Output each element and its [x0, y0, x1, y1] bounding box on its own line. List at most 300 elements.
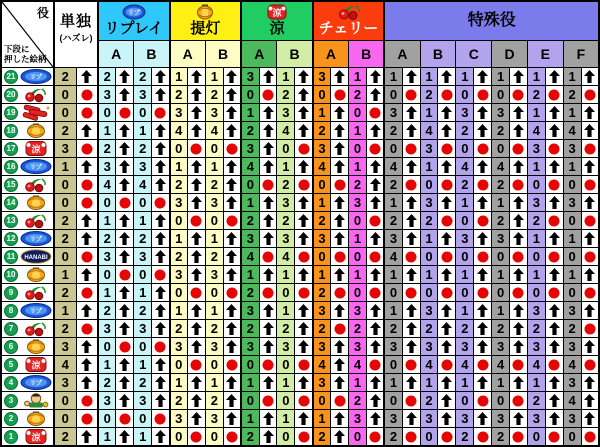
subcolumn-header-replay-B: B [134, 41, 170, 68]
cell-value-chochin-A: 2 [170, 248, 188, 266]
stop-dot-icon [402, 86, 420, 104]
row-symbol-cell [1, 302, 54, 320]
table-head [1, 1, 599, 68]
stop-dot-icon [223, 356, 241, 374]
up-arrow-icon [76, 230, 98, 248]
up-arrow-icon [545, 302, 563, 320]
cell-value-replay-A: 2 [98, 302, 116, 320]
subcolumn-header-tokushu-C: C [456, 41, 492, 68]
cell-value-replay-B: 2 [134, 230, 152, 248]
stop-dot-icon [438, 428, 456, 447]
up-arrow-icon [545, 68, 563, 86]
corner-cell [1, 1, 54, 68]
cell-value-replay-B: 0 [134, 410, 152, 428]
up-arrow-icon [152, 140, 170, 158]
cell-value-chochin-B: 3 [205, 104, 223, 122]
cell-value-chochin-B: 1 [205, 68, 223, 86]
up-arrow-icon [438, 410, 456, 428]
up-arrow-icon [223, 338, 241, 356]
stop-dot-icon [474, 86, 492, 104]
up-arrow-icon [331, 122, 349, 140]
cell-value-cherry-A: 3 [313, 140, 331, 158]
cell-value-cherry-B: 0 [349, 248, 367, 266]
cell-value-tokushu-D: 0 [492, 284, 510, 302]
ryo-symbol [20, 429, 52, 444]
cell-value-cherry-B: 0 [349, 428, 367, 447]
replay-symbol [20, 159, 52, 174]
lantern-icon [171, 4, 241, 21]
cell-value-tokushu-F: 1 [563, 68, 581, 86]
row-number-badge: 13 [4, 214, 18, 228]
cell-value-ryo-A: 4 [241, 158, 259, 176]
cell-value-chochin-A: 1 [170, 230, 188, 248]
cell-value-chochin-B: 2 [205, 320, 223, 338]
stop-dot-icon [76, 194, 98, 212]
svg-text:リプ: リプ [29, 75, 43, 81]
cell-value-tokushu-E: 2 [527, 212, 545, 230]
cell-value-ryo-B: 3 [277, 338, 295, 356]
up-arrow-icon [581, 104, 599, 122]
up-arrow-icon [76, 338, 98, 356]
stop-dot-icon [581, 176, 599, 194]
donchan-symbol [20, 393, 52, 408]
cell-value-tokushu-A: 4 [384, 158, 402, 176]
cell-value-ryo-A: 1 [241, 374, 259, 392]
cell-value-cherry-A: 2 [313, 212, 331, 230]
row-number-badge: 3 [4, 394, 18, 408]
corner-label-pressed-symbol: 下段に 押した絵柄 [4, 44, 47, 65]
up-arrow-icon [295, 212, 313, 230]
cell-value-chochin-B: 3 [205, 338, 223, 356]
cell-value-tokushu-C: 2 [456, 176, 474, 194]
up-arrow-icon [76, 356, 98, 374]
cell-value-tokushu-B: 4 [420, 122, 438, 140]
up-arrow-icon [152, 158, 170, 176]
stop-dot-icon [474, 428, 492, 447]
cell-value-replay-A: 3 [98, 248, 116, 266]
up-arrow-icon [581, 68, 599, 86]
up-arrow-icon [187, 248, 205, 266]
stop-dot-icon [438, 212, 456, 230]
cell-value-chochin-A: 0 [170, 212, 188, 230]
row-number-badge: 4 [4, 376, 18, 390]
stop-dot-icon [259, 356, 277, 374]
cell-value-ryo-B: 1 [277, 266, 295, 284]
stop-dot-icon [152, 410, 170, 428]
subcolumn-header-tokushu-B: B [420, 41, 456, 68]
cell-value-tokushu-C: 2 [456, 122, 474, 140]
cell-value-cherry-B: 2 [349, 86, 367, 104]
cell-value-chochin-A: 4 [170, 122, 188, 140]
cell-value-ryo-A: 1 [241, 410, 259, 428]
cell-value-tandoku: 4 [54, 356, 76, 374]
cell-value-tokushu-A: 1 [384, 302, 402, 320]
stop-dot-icon [259, 284, 277, 302]
up-arrow-icon [331, 356, 349, 374]
stop-dot-icon [366, 104, 384, 122]
stop-dot-icon [331, 86, 349, 104]
cell-value-tokushu-D: 0 [492, 392, 510, 410]
up-arrow-icon [510, 122, 528, 140]
stop-dot-icon [581, 428, 599, 447]
up-arrow-icon [402, 230, 420, 248]
cell-value-tokushu-D: 1 [492, 68, 510, 86]
table-row [1, 104, 599, 122]
cell-value-ryo-B: 1 [277, 302, 295, 320]
cell-value-chochin-A: 1 [170, 68, 188, 86]
up-arrow-icon [331, 158, 349, 176]
cell-value-chochin-A: 2 [170, 320, 188, 338]
cell-value-chochin-A: 3 [170, 410, 188, 428]
cell-value-tokushu-A: 3 [384, 338, 402, 356]
up-arrow-icon [152, 374, 170, 392]
cell-value-cherry-A: 1 [313, 266, 331, 284]
cell-value-tokushu-B: 2 [420, 212, 438, 230]
table-row [1, 392, 599, 410]
cell-value-tokushu-E: 2 [527, 392, 545, 410]
row-number-badge: 5 [4, 358, 18, 372]
up-arrow-icon [402, 212, 420, 230]
cell-value-tokushu-D: 1 [492, 374, 510, 392]
stop-dot-icon [438, 356, 456, 374]
cell-value-cherry-B: 1 [349, 158, 367, 176]
up-arrow-icon [474, 230, 492, 248]
cell-value-tokushu-D: 2 [492, 320, 510, 338]
cell-value-cherry-B: 1 [349, 122, 367, 140]
up-arrow-icon [366, 86, 384, 104]
cell-value-tandoku: 3 [54, 140, 76, 158]
cell-value-tokushu-E: 0 [527, 176, 545, 194]
up-arrow-icon [331, 68, 349, 86]
cell-value-replay-A: 0 [98, 338, 116, 356]
stop-dot-icon [402, 176, 420, 194]
cell-value-ryo-B: 1 [277, 410, 295, 428]
up-arrow-icon [581, 266, 599, 284]
cell-value-ryo-A: 3 [241, 302, 259, 320]
lantern-symbol [20, 411, 52, 426]
cell-value-tokushu-D: 2 [492, 428, 510, 447]
up-arrow-icon [223, 302, 241, 320]
column-group-replay: リプ リプレイ [98, 1, 170, 41]
stop-dot-icon [581, 284, 599, 302]
up-arrow-icon [331, 302, 349, 320]
subcolumn-header-ryo-B: B [277, 41, 313, 68]
cell-value-tokushu-E: 4 [527, 356, 545, 374]
stop-dot-icon [331, 176, 349, 194]
cell-value-replay-A: 1 [98, 212, 116, 230]
cell-value-tokushu-D: 2 [492, 176, 510, 194]
up-arrow-icon [366, 158, 384, 176]
cell-value-tokushu-A: 3 [384, 410, 402, 428]
up-arrow-icon [152, 302, 170, 320]
cell-value-replay-B: 3 [134, 248, 152, 266]
cell-value-ryo-B: 3 [277, 230, 295, 248]
replay-icon [99, 4, 169, 21]
up-arrow-icon [474, 104, 492, 122]
table-row [1, 374, 599, 392]
up-arrow-icon [366, 302, 384, 320]
cell-value-tokushu-C: 0 [456, 140, 474, 158]
cell-value-tokushu-E: 0 [527, 284, 545, 302]
cherry-symbol [20, 285, 52, 300]
cell-value-replay-B: 3 [134, 158, 152, 176]
cell-value-chochin-B: 0 [205, 356, 223, 374]
stop-dot-icon [259, 86, 277, 104]
stop-dot-icon [152, 194, 170, 212]
cell-value-cherry-A: 2 [313, 284, 331, 302]
cell-value-tokushu-C: 2 [456, 428, 474, 447]
up-arrow-icon [331, 212, 349, 230]
up-arrow-icon [259, 158, 277, 176]
stop-dot-icon [510, 392, 528, 410]
up-arrow-icon [581, 230, 599, 248]
up-arrow-icon [116, 248, 134, 266]
row-symbol-cell [1, 230, 54, 248]
cell-value-cherry-A: 0 [313, 176, 331, 194]
cell-value-tokushu-A: 3 [384, 104, 402, 122]
cell-value-tandoku: 1 [54, 266, 76, 284]
cell-value-tokushu-C: 3 [456, 104, 474, 122]
up-arrow-icon [438, 194, 456, 212]
row-symbol-cell [1, 428, 54, 447]
up-arrow-icon [474, 302, 492, 320]
stop-dot-icon [152, 104, 170, 122]
cell-value-cherry-B: 0 [349, 104, 367, 122]
cell-value-tokushu-E: 1 [527, 230, 545, 248]
stop-dot-icon [76, 410, 98, 428]
up-arrow-icon [474, 266, 492, 284]
stop-dot-icon [581, 248, 599, 266]
up-arrow-icon [187, 320, 205, 338]
up-arrow-icon [545, 374, 563, 392]
cell-value-replay-A: 0 [98, 194, 116, 212]
stop-dot-icon [438, 140, 456, 158]
cell-value-cherry-B: 4 [349, 356, 367, 374]
stop-dot-icon [331, 392, 349, 410]
cell-value-tokushu-F: 2 [563, 86, 581, 104]
cell-value-tandoku: 0 [54, 176, 76, 194]
cherry-symbol [20, 87, 52, 102]
cell-value-replay-B: 0 [134, 266, 152, 284]
cell-value-ryo-A: 0 [241, 392, 259, 410]
cell-value-ryo-B: 4 [277, 248, 295, 266]
cell-value-tokushu-B: 0 [420, 284, 438, 302]
up-arrow-icon [438, 266, 456, 284]
cell-value-cherry-A: 3 [313, 230, 331, 248]
up-arrow-icon [152, 392, 170, 410]
cell-value-tandoku: 0 [54, 86, 76, 104]
stop-dot-icon [581, 140, 599, 158]
row-number-badge: 16 [4, 160, 18, 174]
stop-dot-icon [295, 428, 313, 447]
cell-value-ryo-B: 3 [277, 104, 295, 122]
stop-dot-icon [474, 212, 492, 230]
stop-dot-icon [116, 338, 134, 356]
row-symbol-cell [1, 392, 54, 410]
cell-value-tandoku: 2 [54, 284, 76, 302]
up-arrow-icon [331, 266, 349, 284]
cell-value-tokushu-A: 2 [384, 320, 402, 338]
cell-value-ryo-B: 1 [277, 68, 295, 86]
cell-value-tokushu-A: 0 [384, 356, 402, 374]
up-arrow-icon [581, 302, 599, 320]
cell-value-cherry-B: 2 [349, 392, 367, 410]
up-arrow-icon [116, 320, 134, 338]
row-symbol-cell [1, 248, 54, 266]
cell-value-replay-A: 0 [98, 104, 116, 122]
cell-value-tandoku: 2 [54, 68, 76, 86]
up-arrow-icon [366, 374, 384, 392]
cell-value-replay-B: 3 [134, 392, 152, 410]
cell-value-tokushu-E: 1 [527, 104, 545, 122]
stop-dot-icon [510, 248, 528, 266]
row-number-badge: 21 [4, 70, 18, 84]
cell-value-chochin-B: 3 [205, 194, 223, 212]
stop-dot-icon [295, 176, 313, 194]
up-arrow-icon [76, 122, 98, 140]
cell-value-tokushu-F: 3 [563, 302, 581, 320]
table-row [1, 158, 599, 176]
cell-value-tokushu-F: 4 [563, 392, 581, 410]
up-arrow-icon [581, 410, 599, 428]
table-row [1, 410, 599, 428]
up-arrow-icon [510, 410, 528, 428]
ryo-symbol [20, 141, 52, 156]
cell-value-tokushu-C: 0 [456, 248, 474, 266]
up-arrow-icon [545, 194, 563, 212]
up-arrow-icon [223, 122, 241, 140]
cell-value-ryo-B: 2 [277, 212, 295, 230]
cell-value-chochin-A: 3 [170, 266, 188, 284]
stop-dot-icon [545, 428, 563, 447]
up-arrow-icon [223, 230, 241, 248]
up-arrow-icon [76, 302, 98, 320]
up-arrow-icon [223, 68, 241, 86]
cell-value-tokushu-C: 0 [456, 212, 474, 230]
cell-value-ryo-A: 1 [241, 194, 259, 212]
cell-value-tandoku: 0 [54, 392, 76, 410]
cell-value-tokushu-B: 0 [420, 176, 438, 194]
up-arrow-icon [438, 302, 456, 320]
up-arrow-icon [76, 266, 98, 284]
up-arrow-icon [438, 230, 456, 248]
row-number-badge: 8 [4, 304, 18, 318]
row-symbol-cell [1, 410, 54, 428]
svg-text:HANABI: HANABI [24, 255, 48, 261]
cell-value-tokushu-F: 1 [563, 104, 581, 122]
table-body [1, 68, 599, 447]
cell-value-chochin-B: 2 [205, 392, 223, 410]
cell-value-chochin-B: 1 [205, 302, 223, 320]
up-arrow-icon [295, 122, 313, 140]
up-arrow-icon [187, 266, 205, 284]
cell-value-tokushu-B: 3 [420, 194, 438, 212]
cell-value-chochin-A: 0 [170, 356, 188, 374]
replay-symbol [20, 303, 52, 318]
stop-dot-icon [295, 248, 313, 266]
up-arrow-icon [223, 194, 241, 212]
cell-value-tokushu-F: 3 [563, 194, 581, 212]
cell-value-replay-A: 4 [98, 176, 116, 194]
cell-value-tokushu-F: 3 [563, 374, 581, 392]
stop-dot-icon [510, 176, 528, 194]
stop-dot-icon [474, 248, 492, 266]
row-symbol-cell [1, 122, 54, 140]
cell-value-cherry-A: 3 [313, 338, 331, 356]
up-arrow-icon [510, 158, 528, 176]
cell-value-tandoku: 2 [54, 428, 76, 447]
up-arrow-icon [510, 104, 528, 122]
up-arrow-icon [474, 320, 492, 338]
cell-value-tokushu-E: 1 [527, 266, 545, 284]
up-arrow-icon [545, 230, 563, 248]
cell-value-tokushu-A: 2 [384, 176, 402, 194]
up-arrow-icon [223, 86, 241, 104]
cell-value-tandoku: 0 [54, 248, 76, 266]
cell-value-tokushu-E: 1 [527, 374, 545, 392]
lantern-symbol [20, 339, 52, 354]
table-row [1, 302, 599, 320]
up-arrow-icon [510, 338, 528, 356]
replay-symbol [20, 69, 52, 84]
cherry-symbol [20, 321, 52, 336]
cell-value-cherry-B: 2 [349, 176, 367, 194]
up-arrow-icon [116, 302, 134, 320]
cell-value-tokushu-C: 1 [456, 266, 474, 284]
cell-value-ryo-A: 1 [241, 266, 259, 284]
cell-value-tandoku: 2 [54, 320, 76, 338]
up-arrow-icon [187, 338, 205, 356]
up-arrow-icon [76, 68, 98, 86]
cell-value-tokushu-F: 4 [563, 122, 581, 140]
up-arrow-icon [259, 320, 277, 338]
cell-value-tandoku: 0 [54, 104, 76, 122]
cell-value-ryo-A: 0 [241, 356, 259, 374]
table-row [1, 140, 599, 158]
stop-dot-icon [438, 248, 456, 266]
subcolumn-header-cherry-B: B [349, 41, 385, 68]
up-arrow-icon [152, 68, 170, 86]
up-arrow-icon [223, 104, 241, 122]
row-number-badge: 18 [4, 124, 18, 138]
up-arrow-icon [366, 68, 384, 86]
lantern-symbol [20, 267, 52, 282]
row-number-badge: 15 [4, 178, 18, 192]
up-arrow-icon [474, 122, 492, 140]
svg-text:リプ: リプ [127, 10, 140, 17]
cell-value-cherry-A: 0 [313, 392, 331, 410]
stop-dot-icon [187, 356, 205, 374]
stop-dot-icon [259, 248, 277, 266]
cell-value-tokushu-D: 0 [492, 140, 510, 158]
cell-value-replay-B: 2 [134, 302, 152, 320]
cell-value-chochin-A: 1 [170, 302, 188, 320]
cell-value-tokushu-A: 0 [384, 284, 402, 302]
up-arrow-icon [116, 374, 134, 392]
cell-value-tokushu-B: 1 [420, 68, 438, 86]
cell-value-tokushu-D: 1 [492, 266, 510, 284]
cell-value-tokushu-E: 1 [527, 68, 545, 86]
cell-value-replay-B: 0 [134, 104, 152, 122]
stop-dot-icon [331, 284, 349, 302]
up-arrow-icon [366, 194, 384, 212]
up-arrow-icon [581, 158, 599, 176]
up-arrow-icon [545, 392, 563, 410]
stop-dot-icon [187, 140, 205, 158]
up-arrow-icon [295, 266, 313, 284]
cell-value-tokushu-C: 3 [456, 338, 474, 356]
svg-text:リプ: リプ [29, 309, 43, 315]
